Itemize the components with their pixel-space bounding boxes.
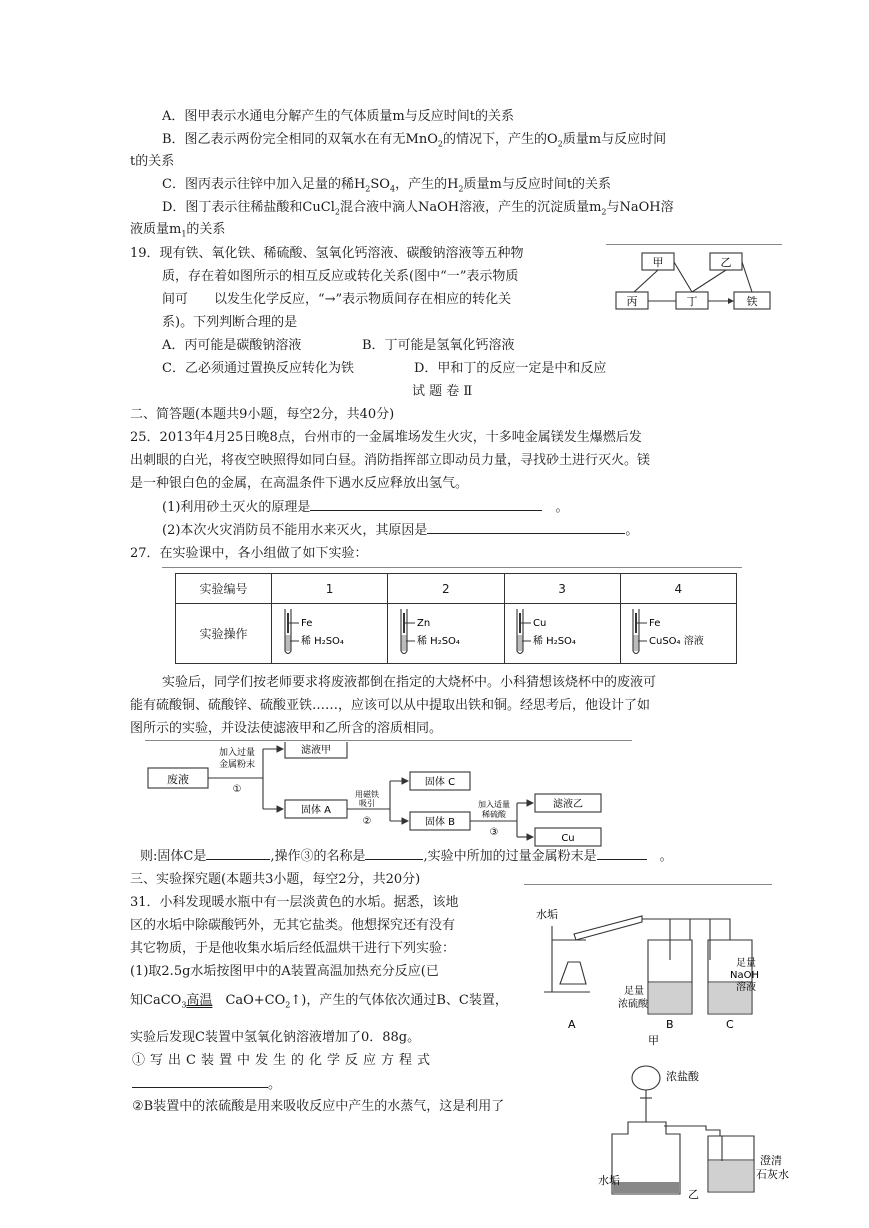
test-tube-icon [391, 605, 501, 659]
answer-blank[interactable] [132, 1075, 268, 1088]
q31-stem-6: 实验后发现C装置中氢氧化钠溶液增加了0．88g。 [130, 1030, 421, 1045]
table-cell-tube [388, 604, 504, 664]
q19-stem-2: 质，存在着如图所示的相互反应或转化关系(图中“一”表示物质 [162, 269, 519, 284]
q31-question-1-blank: 。 [132, 1075, 281, 1094]
table-cell-number: 2 [388, 574, 504, 604]
figure-caption-jia: 甲 [648, 1034, 659, 1047]
answer-blank[interactable] [597, 847, 647, 860]
flow-solid-c-label: 固体 C [424, 777, 456, 788]
q31-stem-3: 其它物质，于是他收集水垢后经低温烘干进行下列实验： [130, 941, 456, 956]
node-yi: 乙 [720, 256, 732, 269]
table-cell-number: 4 [620, 574, 736, 604]
q27-flow-rule [145, 740, 632, 741]
flow-step2-line1: 用磁铁 [355, 790, 379, 799]
tube-metal-label: Fe [649, 618, 661, 629]
q18-option-c: C．图丙表示往锌中加入足量的稀$H_2SO_4$，产生的$H_2$质量m与反应时间t的关系 [162, 177, 612, 194]
label-b: B [666, 1018, 674, 1031]
flow-step2-line2: 吸引 [359, 799, 375, 808]
flow-cu-label: Cu [561, 833, 575, 844]
q19-stem-1: 19．现有铁、氧化铁、稀硫酸、氢氧化钙溶液、碳酸钠溶液等五种物 [130, 246, 524, 261]
flow-filtrate-yi-label: 滤液乙 [553, 799, 583, 810]
test-tube-icon [507, 605, 617, 659]
label-a: A [568, 1018, 576, 1031]
answer-blank[interactable] [365, 847, 423, 860]
table-cell-tube [272, 604, 388, 664]
label-acid: 浓盐酸 [666, 1070, 699, 1083]
flow-step2-number: ② [362, 816, 372, 827]
label-b-line2: 浓硫酸 [618, 999, 648, 1010]
experiment-table [175, 573, 737, 664]
separation-flow-diagram [145, 742, 625, 847]
q18-option-b-cont: t的关系 [130, 154, 175, 169]
tube-liquid-label: 稀 H₂SO₄ [300, 636, 344, 647]
flow-solid-b-label: 固体 B [424, 817, 456, 828]
test-tube-icon [623, 605, 733, 659]
tube-liquid-label: 稀 H₂SO₄ [416, 636, 460, 647]
q31-figure-rule [524, 884, 772, 885]
q25-stem-2: 出刺眼的白光，将夜空映照得如同白昼。消防指挥部立即动员力量，寻找砂土进行灭火。镁 [130, 453, 651, 468]
q18-option-d: D．图丁表示往稀盐酸和CuCl$_2$混合液中滴人NaOH溶液，产生的沉淀质量$m_2$与NaOH溶 [162, 200, 674, 217]
node-jia: 甲 [652, 256, 664, 269]
label-shuigou-yi: 水垢 [598, 1174, 620, 1187]
q19-option-a: A．丙可能是碳酸钠溶液 [162, 338, 302, 353]
tube-liquid-label: 稀 H₂SO₄ [533, 636, 577, 647]
node-bing: 丙 [626, 295, 638, 308]
q18-option-b: B．图乙表示两份完全相同的双氧水在有无MnO$_2$的情况下，产生的$O_2$质量m与反应时间 [162, 132, 667, 149]
answer-blank[interactable] [310, 498, 542, 511]
node-tie: 铁 [746, 295, 758, 308]
q25-stem-1: 25．2013年4月25日晚8点，台州市的一金属堆场发生火灾，十多吨金属镁发生爆燃后发 [130, 430, 642, 445]
q19-figure-rule [606, 244, 782, 245]
flow-step1-line1: 加入过量 [218, 748, 256, 758]
q27-answer-line: 则:固体C是 ,操作③的名称是 ,实验中所加的过量金属粉末是 。 [140, 849, 673, 864]
table-header-number: 实验编号 [176, 574, 272, 604]
q31-question-1: ①写出C装置中发生的化学反应方程式 [132, 1053, 435, 1068]
table-header-operation: 实验操作 [176, 604, 272, 664]
answer-blank[interactable] [206, 847, 270, 860]
q27-paragraph-1: 实验后，同学们按老师要求将废液都倒在指定的大烧杯中。小科猜想该烧杯中的废液可 [162, 675, 657, 690]
section-title: 试 题 卷 Ⅱ [412, 384, 473, 399]
node-ding: 丁 [686, 295, 698, 308]
label-c: C [726, 1018, 734, 1031]
flow-step3-line1: 加入适量 [478, 800, 510, 809]
answer-blank[interactable] [427, 521, 625, 534]
q27-paragraph-2: 能有硫酸铜、硫酸锌、硫酸亚铁……，应该可以从中提取出铁和铜。经思考后，他设计了如 [130, 698, 651, 713]
label-limewater-line1: 澄清 [760, 1154, 782, 1167]
flow-step3-number: ③ [489, 827, 499, 838]
alcohol-lamp-icon [560, 962, 586, 984]
apparatus-jia-figure [530, 888, 770, 1048]
q18-option-d-cont: 液质量$m_1$的关系 [130, 222, 226, 239]
flow-step1-line2: 金属粉末 [218, 760, 256, 770]
label-shuigou: 水垢 [536, 908, 558, 921]
tube-liquid-label: CuSO₄ 溶液 [649, 636, 705, 647]
flow-waste-label: 废液 [167, 773, 189, 786]
q27-paragraph-3: 图所示的实验，并设法使滤液甲和乙所含的溶质相同。 [130, 721, 443, 736]
flow-solid-a-label: 固体 A [300, 805, 332, 816]
q25-subquestion-2: (2)本次火灾消防员不能用水来灭火，其原因是 。 [162, 523, 639, 538]
q31-stem-2: 区的水垢中除碳酸钙外，无其它盐类。他想探究还有没有 [130, 918, 456, 933]
label-limewater-line2: 石灰水 [756, 1168, 789, 1181]
tube-metal-label: Cu [533, 618, 547, 629]
q27-table-rule [162, 567, 742, 568]
part3-heading: 三、实验探究题(本题共3小题，每空2分，共20分) [130, 872, 421, 887]
q25-stem-3: 是一种银白色的金属，在高温条件下遇水反应释放出氢气。 [130, 476, 469, 491]
tube-metal-label: Fe [300, 618, 312, 629]
q31-stem-5: 知CaCO$_3$高温 $CaO+CO_2↑$)，产生的气体依次通过B、C装置， [130, 993, 508, 1010]
q19-stem-4: 系)。下列判断合理的是 [162, 315, 298, 330]
test-tube-icon [275, 605, 385, 659]
q19-stem-3: 间可 以发生化学反应，“→”表示物质间存在相应的转化关 [162, 292, 512, 307]
flow-step1-number: ① [232, 784, 242, 795]
q19-relation-diagram [606, 248, 782, 322]
q18-option-a: A．图甲表示水通电分解产生的气体质量m与反应时间t的关系 [162, 109, 514, 124]
table-cell-number: 1 [272, 574, 388, 604]
figure-caption-yi: 乙 [688, 1188, 699, 1200]
label-b-line1: 足量 [624, 986, 644, 997]
q19-option-c: C．乙必须通过置换反应转化为铁 [162, 361, 354, 376]
label-c-line3: 溶液 [736, 982, 756, 993]
separatory-funnel-icon [632, 1066, 660, 1090]
q31-question-2: ②B装置中的浓硫酸是用来吸收反应中产生的水蒸气，这是利用了 [132, 1099, 505, 1114]
table-cell-tube [620, 604, 736, 664]
label-c-line1: 足量 [736, 958, 756, 969]
tube-metal-label: Zn [416, 618, 431, 629]
q31-stem-4: (1)取2.5g水垢按图甲中的A装置高温加热充分反应(已 [130, 964, 439, 979]
flow-filtrate-jia-label: 滤液甲 [301, 745, 331, 756]
q19-option-b: B．丁可能是氢氧化钙溶液 [362, 338, 515, 353]
q31-stem-1: 31．小科发现暖水瓶中有一层淡黄色的水垢。据悉，该地 [130, 895, 459, 910]
apparatus-yi-figure [596, 1060, 816, 1200]
flow-step3-line2: 稀硫酸 [482, 810, 506, 819]
table-cell-number: 3 [504, 574, 620, 604]
table-cell-tube [504, 604, 620, 664]
q27-stem-1: 27．在实验课中，各小组做了如下实验： [130, 546, 368, 561]
q25-subquestion-1: (1)利用砂土灭火的原理是 。 [162, 500, 569, 515]
part2-heading: 二、简答题(本题共9小题，每空2分，共40分) [130, 407, 395, 422]
label-c-line2: NaOH [730, 970, 759, 981]
q19-option-d: D．甲和丁的反应一定是中和反应 [414, 361, 607, 376]
